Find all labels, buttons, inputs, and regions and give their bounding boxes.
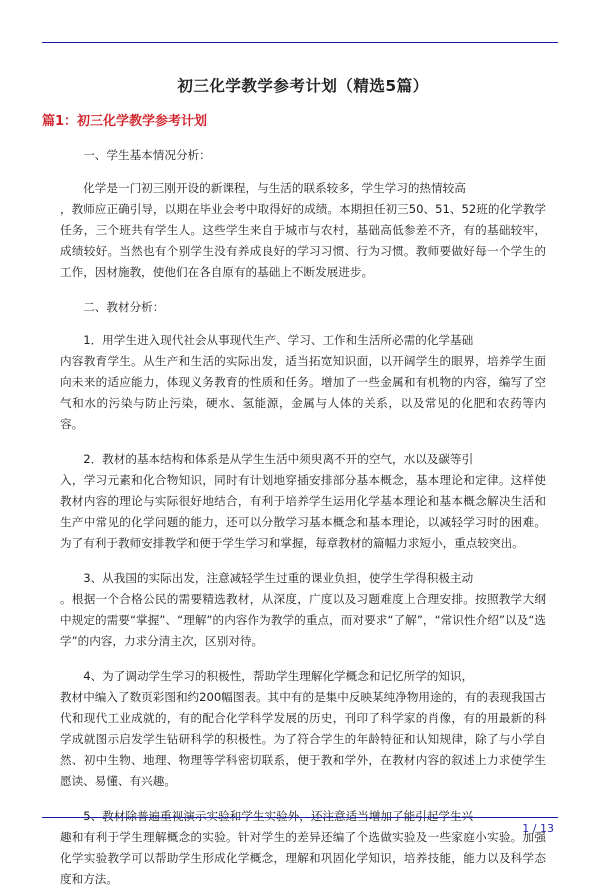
- paragraph-5: [60, 666, 546, 792]
- paragraph-3: [60, 449, 546, 554]
- paragraph-1: [60, 178, 546, 283]
- page-number: 1 / 13: [522, 822, 554, 835]
- heading-textbook-analysis: 二、教材分析：: [83, 300, 165, 314]
- paragraph-2-first-line: 1．用学生进入现代社会从事现代生产、学习、工作和生活所必需的化学基础: [83, 333, 474, 347]
- paragraph-6-body: 趣和有利于学生理解概念的实验。针对学生的差异还编了个选做实验及一些家庭小实验。加强化学实验教学可以帮助学生形成化学概念，理解和巩固化学知识，培养技能，能力以及科学态度和方法。: [60, 830, 546, 886]
- footer-rule: [42, 817, 558, 818]
- paragraph-6-first-line: 5、教材除普遍重视演示实验和学生实验外，还注意适当增加了能引起学生兴: [83, 809, 474, 823]
- paragraph-1-body: ，教师应正确引导，以期在毕业会考中取得好的成绩。本期担任初三50、51、52班的化学教学任务，三个班共有学生人。这些学生来自于城市与农村，基础高低参差不齐，有的基础较牢，成绩较好。当然也有个别学生没有养成良好的学习习惯、行为习惯。教师要做好每一个学生的工作，因材施教，使他们在各自原有的基础上不断发展进步。: [60, 202, 546, 279]
- document-body: [42, 74, 546, 890]
- paragraph-1-first-line: 化学是一门初三刚开设的新课程，与生活的联系较多，学生学习的热情较高: [83, 181, 466, 195]
- paragraph-3-first-line: 2．教材的基本结构和体系是从学生生活中须臾离不开的空气，水以及碳等引: [83, 452, 474, 466]
- paragraph-2-body: 内容教育学生。从生产和生活的实际出发，适当拓宽知识面，以开阔学生的眼界，培养学生面向未来的适应能力，体现义务教育的性质和任务。增加了一些金属和有机物的内容，编写了空气和水的污染与防止污染，硬水、氢能源，金属与人体的关系，以及常见的化肥和农药等内容。: [60, 354, 546, 431]
- paragraph-4-body: 。根据一个合格公民的需要精选教材，从深度，广度以及习题难度上合理安排。按照教学大纲中规定的需要“掌握”、“理解”的内容作为教学的重点，而对要求“了解”，“常识性介绍”以及“选学”的内容，力求分清主次，区别对待。: [60, 592, 546, 648]
- paragraph-4: [60, 568, 546, 652]
- paragraph-5-first-line: 4、为了调动学生学习的积极性，帮助学生理解化学概念和记忆所学的知识，: [83, 669, 474, 683]
- section-title: 篇1：初三化学教学参考计划: [42, 114, 208, 129]
- document-title: 初三化学教学参考计划（精选5篇）: [177, 77, 429, 95]
- paragraph-6: [60, 806, 546, 890]
- paragraph-4-first-line: 3、从我国的实际出发，注意减轻学生过重的课业负担，使学生学得积极主动: [83, 571, 474, 585]
- paragraph-5-body: 教材中编入了数页彩图和约200幅图表。其中有的是集中反映某纯净物用途的，有的表现我国古代和现代工业成就的，有的配合化学科学发展的历史，刊印了科学家的肖像，有的用最新的科学成就图示启发学生钻研科学的积极性。为了符合学生的年龄特征和认知规律，除了与小学自然、初中生物、地理、物理等学科密切联系，便于教和学外，在教材内容的叙述上力求使学生愿读、易懂、有兴趣。: [60, 690, 546, 788]
- paragraph-3-body: 入，学习元素和化合物知识，同时有计划地穿插安排部分基本概念，基本理论和定律。这样使教材内容的理论与实际很好地结合，有利于培养学生运用化学基本理论和基本概念解决生活和生产中常见的化学问题的能力，还可以分散学习基本概念和基本理论，以减轻学习时的困难。为了有利于教师安排教学和便于学生学习和掌握，每章教材的篇幅力求短小，重点较突出。: [60, 473, 546, 550]
- header-rule: [42, 42, 558, 43]
- heading-student-analysis: 一、学生基本情况分析：: [83, 148, 211, 162]
- paragraph-2: [60, 330, 546, 435]
